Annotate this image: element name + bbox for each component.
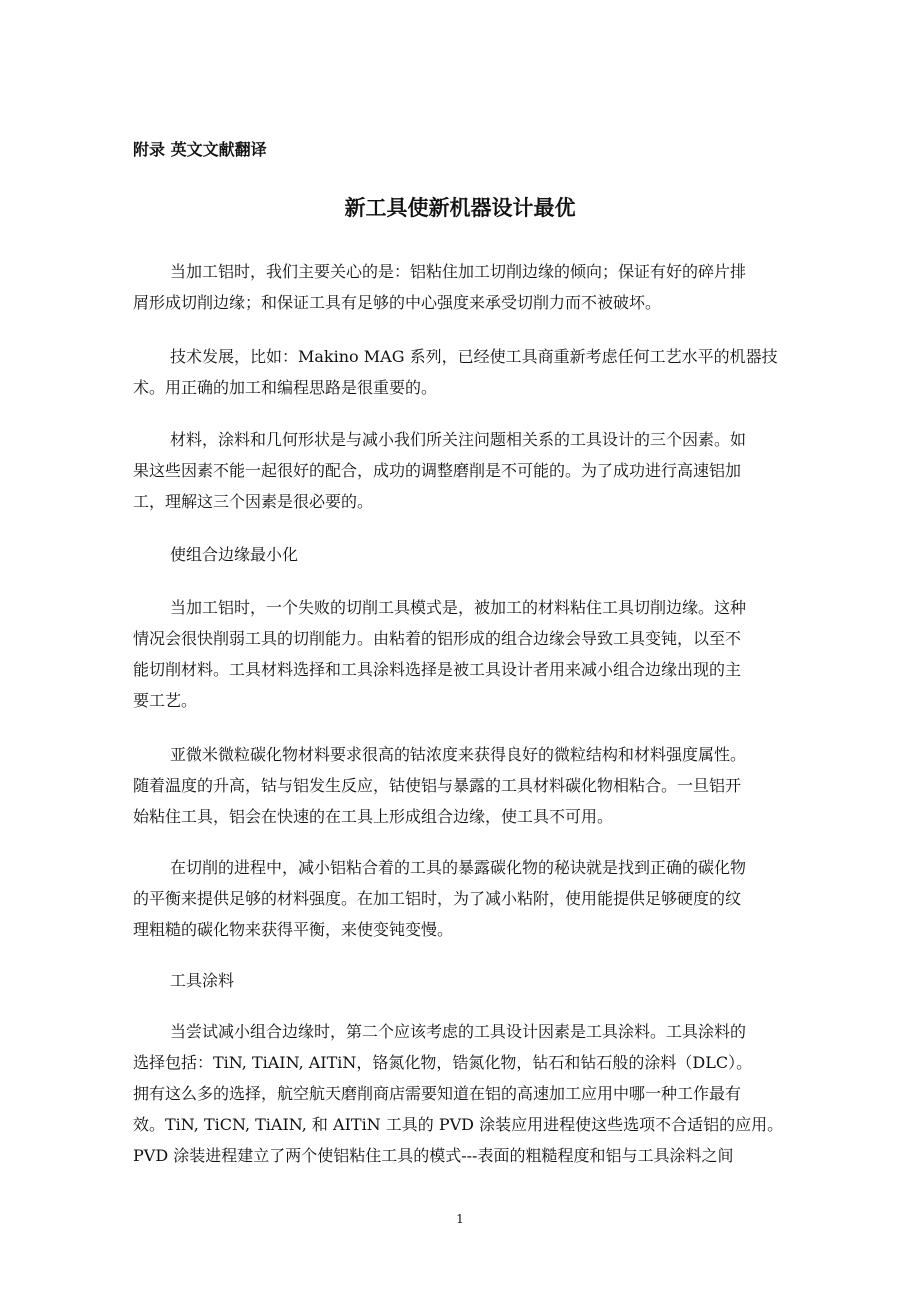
paragraph-line: 理粗糙的碳化物来获得平衡，来使变钝变慢。: [133, 920, 454, 939]
paragraph-line: 能切削材料。工具材料选择和工具涂料选择是被工具设计者用来减小组合边缘出现的主: [133, 660, 742, 679]
paragraph-4: [133, 592, 863, 716]
paragraph-3: [133, 424, 863, 517]
paragraph-line: 亚微米微粒碳化物材料要求很高的钴浓度来获得良好的微粒结构和材料强度属性。: [170, 745, 747, 764]
section-heading: 工具涂料: [170, 971, 235, 990]
paragraph-7: [133, 1016, 863, 1171]
paragraph-line: 果这些因素不能一起很好的配合，成功的调整磨削是不可能的。为了成功进行高速铝加: [133, 461, 742, 480]
paragraph-line: 技术发展，比如：Makino MAG 系列，已经使工具商重新考虑任何工艺水平的机器技: [170, 347, 778, 366]
paragraph-line: 的平衡来提供足够的材料强度。在加工铝时，为了减小粘附，使用能提供足够硬度的纹: [133, 889, 742, 908]
paragraph-line: 情况会很快削弱工具的切削能力。由粘着的铝形成的组合边缘会导致工具变钝，以至不: [133, 629, 742, 648]
paragraph-line: 材料，涂料和几何形状是与减小我们所关注问题相关系的工具设计的三个因素。如: [170, 430, 747, 449]
paragraph-line: 术。用正确的加工和编程思路是很重要的。: [133, 378, 438, 397]
paragraph-line: 随着温度的升高，钴与铝发生反应，钴使铝与暴露的工具材料碳化物相粘合。一旦铝开: [133, 776, 742, 795]
paragraph-2: [133, 341, 863, 403]
document-title: 新工具使新机器设计最优: [344, 196, 576, 220]
paragraph-line: 当加工铝时，一个失败的切削工具模式是，被加工的材料粘住工具切削边缘。这种: [170, 598, 747, 617]
paragraph-line: 要工艺。: [133, 691, 198, 710]
paragraph-line: 选择包括：TiN, TiAIN, AITiN，铬氮化物，锆氮化物，钻石和钻石般的涂料（DLC）。: [133, 1053, 753, 1072]
paragraph-line: PVD 涂装进程建立了两个使铝粘住工具的模式---表面的粗糙程度和铝与工具涂料之间: [133, 1146, 734, 1165]
paragraph-6: [133, 852, 863, 945]
paragraph-line: 在切削的进程中，减小铝粘合着的工具的暴露碳化物的秘诀就是找到正确的碳化物: [170, 858, 747, 877]
paragraph-line: 当尝试减小组合边缘时，第二个应该考虑的工具设计因素是工具涂料。工具涂料的: [170, 1022, 747, 1041]
page-number: 1: [456, 1212, 464, 1226]
section-heading: 使组合边缘最小化: [170, 545, 299, 564]
paragraph-line: 始粘住工具，铝会在快速的在工具上形成组合边缘，使工具不可用。: [133, 807, 614, 826]
paragraph-5: [133, 739, 863, 832]
paragraph-line: 当加工铝时，我们主要关心的是：铝粘住加工切削边缘的倾向；保证有好的碎片排: [170, 262, 747, 281]
paragraph-1: [133, 256, 863, 318]
appendix-label: 附录 英文文献翻译: [133, 140, 267, 159]
paragraph-line: 工，理解这三个因素是很必要的。: [133, 492, 374, 511]
paragraph-line: 拥有这么多的选择，航空航天磨削商店需要知道在铝的高速加工应用中哪一种工作最有: [133, 1084, 742, 1103]
paragraph-line: 屑形成切削边缘；和保证工具有足够的中心强度来承受切削力而不被破坏。: [133, 293, 662, 312]
paragraph-line: 效。TiN, TiCN, TiAIN, 和 AITiN 工具的 PVD 涂装应用进程使这些选项不合适铝的应用。: [133, 1115, 784, 1134]
